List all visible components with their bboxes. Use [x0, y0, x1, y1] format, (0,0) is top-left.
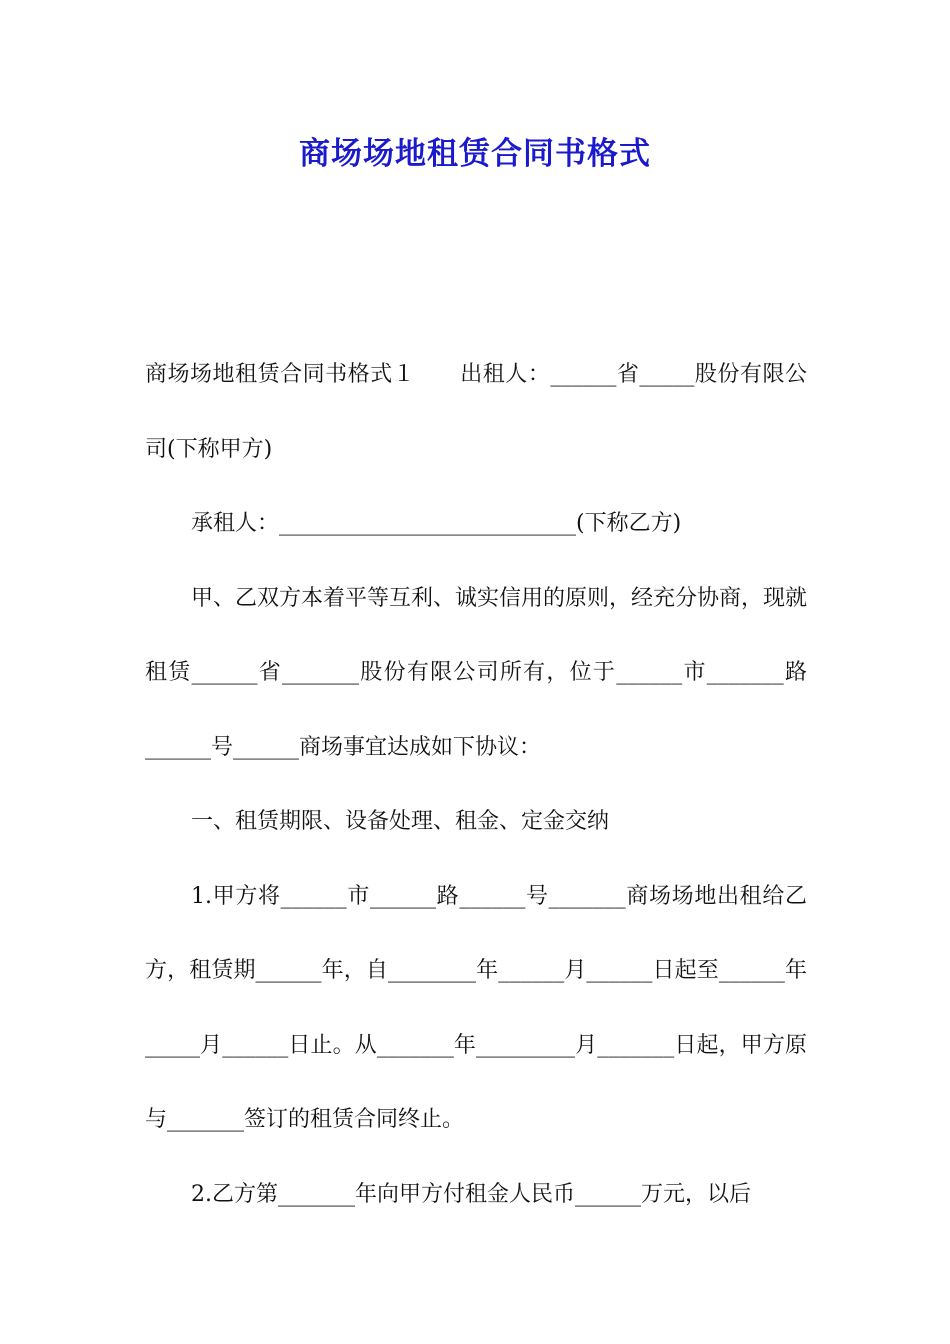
section-heading-1: 一、租赁期限、设备处理、租金、定金交纳 [191, 809, 610, 834]
paragraph-lessee: 承租人：___________________________(下称乙方) [191, 511, 682, 536]
document-title: 商场场地租赁合同书格式 [299, 136, 651, 172]
clause-1: 1.甲方将______市______路______号_______商场场地出租给乙方，租赁期______年，自________年______月______日起至______年_____月______日止。从_______年_________月_______日起，甲方原与_______签订的租赁合同终止。 [145, 883, 807, 1132]
document-body [145, 338, 807, 1232]
paragraph-intro: 商场场地租赁合同书格式１ 出租人：______省_____股份有限公司(下称甲方) [145, 362, 807, 462]
clause-2: 2.乙方第_______年向甲方付租金人民币______万元，以后 [191, 1181, 751, 1207]
paragraph-agreement: 甲、乙双方本着平等互利、诚实信用的原则，经充分协商，现就租赁______省_______股份有限公司所有，位于______市_______路______号______商场事宜达成如下协议： [145, 585, 808, 760]
